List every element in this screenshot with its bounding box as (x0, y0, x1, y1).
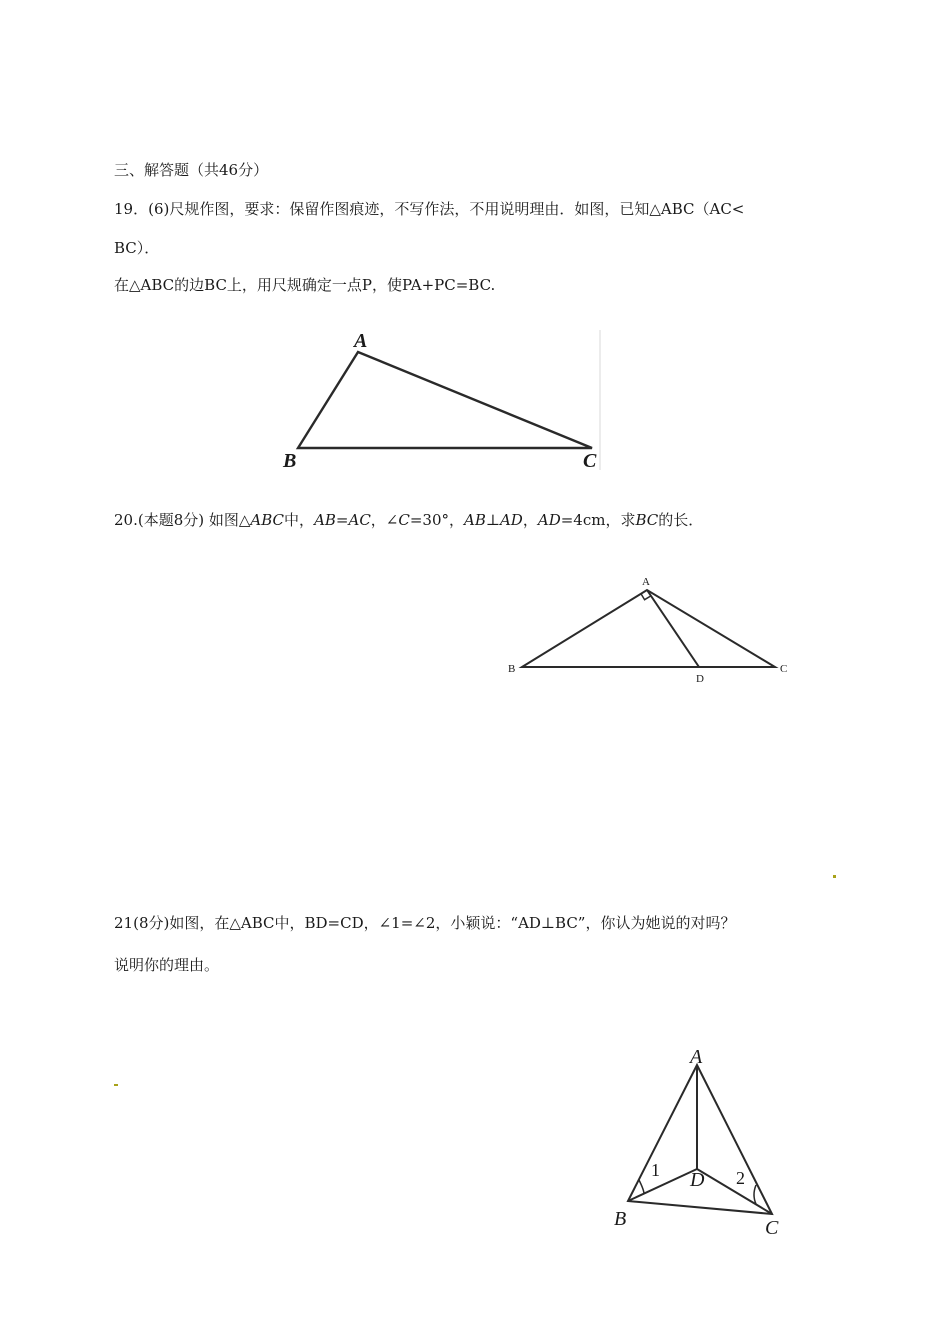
q20-label-c: C (780, 663, 788, 675)
q20-text (114, 510, 703, 530)
q20-label-a: A (642, 576, 650, 588)
q20-prefix: 20.(本题8分) 如图△ (114, 511, 251, 529)
q21-label-a: A (690, 1046, 703, 1068)
q19-triangle-figure (270, 325, 610, 475)
q21-label-b: B (614, 1208, 627, 1230)
q19-line2: BC）． (114, 239, 160, 257)
q20-triangle (522, 590, 775, 667)
q20-triangle-figure (500, 570, 800, 690)
q20-angle-c: C (398, 511, 410, 529)
q20-label-d: D (696, 673, 704, 685)
q21-label-2: 2 (736, 1168, 745, 1188)
q20-label-b: B (508, 663, 516, 675)
q20-mid2: =30°， (409, 511, 465, 529)
q19-line3: 在△ABC的边BC上，用尺规确定一点P，使PA+PC=BC. (114, 276, 496, 294)
scan-speck-2 (114, 1084, 118, 1086)
q20-suffix: 的长． (658, 511, 704, 529)
q21-line2: 说明你的理由。 (114, 956, 220, 974)
q19-label-c: C (583, 450, 597, 472)
q21-segment-bd (628, 1169, 697, 1201)
q20-segment-ad: AD (537, 511, 561, 529)
q20-mid3: =4cm，求 (560, 511, 636, 529)
scan-speck (833, 875, 836, 878)
q21-label-c: C (765, 1217, 779, 1239)
q20-sep2: ， (522, 511, 538, 529)
q20-sep1: ，∠ (370, 511, 399, 529)
q21-label-d: D (690, 1169, 705, 1191)
q20-mid1: 中， (284, 511, 315, 529)
q21-angle-2-arc (754, 1185, 756, 1204)
q20-triangle-abc: ABC (250, 511, 285, 529)
q19-label-a: A (354, 330, 368, 352)
q19-line1: 19．(6)尺规作图，要求：保留作图痕迹，不写作法，不用说明理由．如图，已知△ABC（AC< (114, 200, 745, 218)
q19-label-b: B (283, 450, 297, 472)
q20-segment-bc: BC (635, 511, 659, 529)
q21-triangle-figure (600, 1040, 800, 1240)
q20-equality-ab-ac: AB=AC (314, 511, 371, 529)
q21-line1: 21(8分)如图，在△ABC中，BD=CD，∠1=∠2，小颖说：“AD⊥BC”，你认为她说的对吗？ (114, 914, 736, 932)
section-heading: 三、解答题（共46分） (114, 161, 269, 179)
q20-segment-ad-line (647, 590, 699, 667)
q21-label-1: 1 (651, 1160, 660, 1180)
q21-angle-1-arc (639, 1180, 644, 1194)
q19-triangle (298, 352, 592, 448)
q20-perpendicular: AB⊥AD (464, 511, 523, 529)
